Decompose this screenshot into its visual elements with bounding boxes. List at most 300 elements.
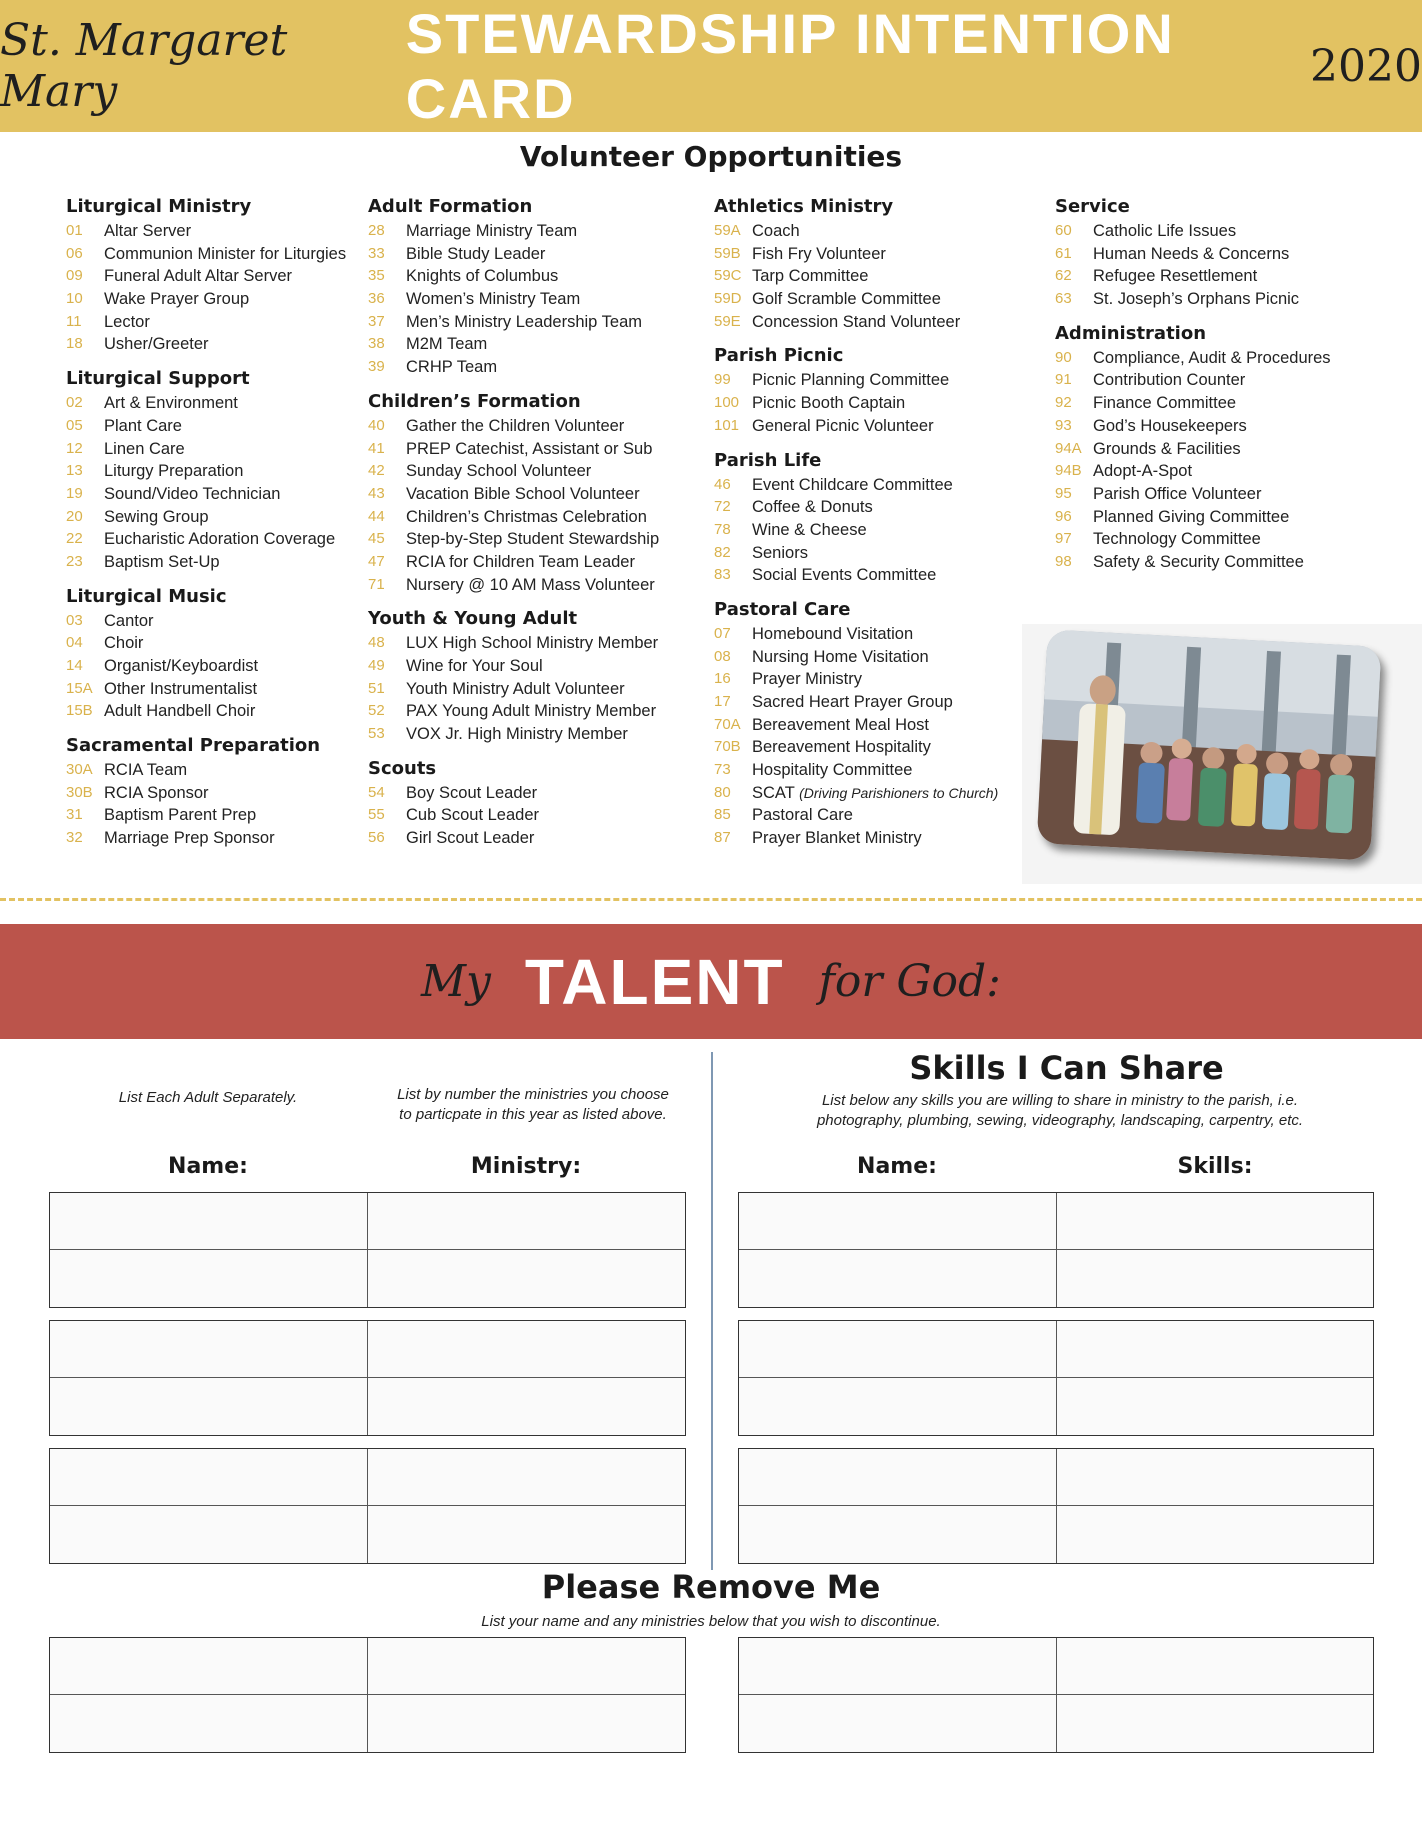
ministry-group	[1055, 321, 1331, 574]
ministry-item	[368, 243, 659, 266]
ministry-label-text: Organist/Keyboardist	[104, 657, 259, 675]
ministry-label	[406, 827, 534, 850]
ministry-number: 44	[368, 507, 385, 525]
ministry-header: Ministry:	[470, 1154, 582, 1179]
ministry-item	[368, 220, 659, 243]
ministry-label-text: Planned Giving Committee	[1093, 507, 1290, 526]
ministry-label	[406, 700, 656, 723]
skills-name-header: Name:	[857, 1154, 937, 1179]
parish-photo	[1037, 629, 1382, 860]
list-ministries-note	[368, 1085, 698, 1125]
ministry-number: 93	[1055, 416, 1072, 434]
ministry-number: 54	[368, 783, 385, 801]
ministry-note: (Driving Parishioners to Church)	[799, 784, 999, 801]
ministry-label	[1093, 265, 1257, 288]
table-row	[739, 1321, 1373, 1378]
ministry-number: 91	[1055, 371, 1072, 389]
ministry-label-text: Step-by-Step Student Stewardship	[406, 530, 660, 549]
ministry-cell[interactable]	[368, 1695, 685, 1752]
ministry-label-text: Social Events Committee	[752, 566, 937, 585]
table-row	[50, 1506, 685, 1563]
ministry-item	[714, 804, 998, 827]
ministry-label-text: Boy Scout Leader	[406, 783, 538, 802]
ministry-name-header: Name:	[168, 1154, 248, 1179]
ministry-item	[1055, 528, 1331, 551]
remove-table-left	[49, 1637, 686, 1753]
card-title: STEWARDSHIP INTENTION CARD	[405, 2, 1175, 130]
ministry-label	[104, 551, 220, 574]
ministry-label	[104, 265, 292, 288]
ministry-number: 45	[368, 530, 385, 548]
ministry-item	[368, 528, 659, 551]
ministry-item	[714, 714, 998, 737]
ministry-label-text: PAX Young Adult Ministry Member	[406, 702, 657, 721]
ministry-label-text: General Picnic Volunteer	[752, 416, 934, 435]
name-cell[interactable]	[739, 1321, 1057, 1377]
ministry-item	[714, 827, 998, 850]
ministry-label-text: Event Childcare Committee	[752, 475, 953, 494]
ministry-label-text: Compliance, Audit & Procedures	[1093, 348, 1331, 367]
ministry-item	[714, 265, 998, 288]
ministry-label	[1093, 288, 1299, 311]
ministry-number: 32	[66, 829, 83, 847]
ministry-label	[752, 691, 953, 714]
ministry-group-title: Liturgical Support	[66, 368, 250, 390]
ministry-label	[104, 655, 258, 678]
ministry-number: 05	[66, 416, 83, 434]
ministry-number: 07	[714, 624, 731, 642]
opportunity-column	[714, 194, 998, 860]
ministry-number: 30A	[66, 761, 93, 779]
ministry-label-text: CRHP Team	[406, 358, 498, 377]
ministry-label	[406, 311, 642, 334]
ministry-label	[406, 265, 558, 288]
ministry-label-text: Eucharistic Adoration Coverage	[104, 530, 336, 549]
ministry-label	[1093, 220, 1236, 243]
ministry-item	[1055, 220, 1331, 243]
ministry-number: 51	[368, 679, 385, 697]
ministry-label-text: Coach	[752, 222, 800, 240]
ministry-label	[104, 288, 249, 311]
ministry-cell[interactable]	[368, 1378, 685, 1435]
ministry-item	[714, 392, 998, 415]
ministry-item	[714, 782, 998, 805]
ministry-group	[66, 733, 346, 850]
ministry-label	[104, 243, 346, 266]
ministry-label-text: Linen Care	[104, 439, 185, 458]
ministry-cell[interactable]	[1057, 1638, 1374, 1694]
name-cell[interactable]	[739, 1638, 1057, 1694]
ministry-label	[406, 632, 658, 655]
ministry-number: 03	[66, 611, 83, 629]
ministry-number: 70B	[714, 738, 741, 756]
ministry-label	[752, 714, 929, 737]
ministry-number: 36	[368, 290, 385, 308]
ministry-cell[interactable]	[368, 1250, 685, 1307]
ministry-label	[406, 528, 659, 551]
ministry-number: 30B	[66, 783, 93, 801]
name-cell[interactable]	[739, 1250, 1057, 1307]
ministry-item	[714, 369, 998, 392]
skills-note-line2: photography, plumbing, sewing, videography, landscaping, carpentry, etc.	[816, 1112, 1304, 1129]
ministry-label	[104, 759, 187, 782]
ministry-label-text: Picnic Planning Committee	[752, 371, 950, 390]
remove-table-right	[738, 1637, 1374, 1753]
ministry-item	[66, 528, 346, 551]
ministry-item	[66, 827, 346, 850]
ministry-label-text: Prayer Blanket Ministry	[752, 829, 922, 848]
ministry-label	[1093, 483, 1261, 506]
ministry-item	[714, 691, 998, 714]
ministry-group-title: Liturgical Ministry	[66, 196, 252, 217]
ministry-label-text: Wake Prayer Group	[104, 290, 250, 309]
ministry-item	[368, 678, 659, 701]
ministry-label-text: Tarp Committee	[752, 267, 869, 286]
ministry-label	[406, 574, 655, 597]
card-header	[0, 0, 1422, 132]
ministry-group	[66, 584, 346, 723]
ministry-number: 56	[368, 829, 385, 847]
ministry-number: 28	[368, 222, 385, 239]
parish-name: St. Margaret Mary	[0, 15, 288, 117]
ministry-label	[406, 220, 577, 243]
ministry-label-text: Vacation Bible School Volunteer	[406, 484, 640, 503]
ministry-item	[714, 646, 998, 669]
ministry-label	[1093, 438, 1241, 461]
section-divider	[711, 1052, 713, 1570]
ministry-label	[752, 564, 936, 587]
ministry-item	[1055, 415, 1331, 438]
ministry-label	[752, 392, 905, 415]
ministry-number: 46	[714, 475, 731, 493]
ministry-cell[interactable]	[368, 1638, 685, 1694]
ministry-group	[66, 366, 346, 574]
skills-table-1	[738, 1192, 1374, 1308]
ministry-item	[368, 506, 659, 529]
list-adults-note: List Each Adult Separately.	[118, 1089, 298, 1106]
opportunity-column	[66, 194, 346, 860]
ministry-item	[368, 700, 659, 723]
ministry-item	[368, 827, 659, 850]
ministry-label	[104, 804, 256, 827]
name-cell[interactable]	[50, 1321, 368, 1377]
ministry-group	[368, 756, 659, 850]
skills-cell[interactable]	[1057, 1449, 1374, 1505]
ministry-item	[66, 610, 346, 633]
ministry-number: 04	[66, 634, 83, 652]
ministry-label-text: Altar Server	[104, 222, 192, 240]
ministry-item	[66, 220, 346, 243]
ministry-label	[1093, 243, 1289, 266]
ministry-cell[interactable]	[368, 1193, 685, 1249]
table-row	[50, 1638, 685, 1695]
ministry-label	[104, 678, 257, 701]
ministry-label-text: Human Needs & Concerns	[1093, 244, 1290, 263]
opportunity-column	[1055, 194, 1331, 584]
ministry-item	[1055, 438, 1331, 461]
ministry-number: 22	[66, 530, 83, 548]
ministry-number: 15B	[66, 702, 93, 720]
ministry-item	[1055, 347, 1331, 370]
ministry-label-text: Refugee Resettlement	[1093, 267, 1258, 286]
ministry-label-text: Adopt-A-Spot	[1093, 462, 1193, 481]
ministry-group	[368, 194, 659, 379]
name-cell[interactable]	[50, 1250, 368, 1307]
ministry-label-text: LUX High School Ministry Member	[406, 634, 659, 653]
ministry-number: 31	[66, 806, 83, 824]
table-row	[739, 1378, 1373, 1435]
name-cell[interactable]	[739, 1449, 1057, 1505]
ministry-label	[104, 483, 280, 506]
skills-cell[interactable]	[1057, 1321, 1374, 1377]
name-cell[interactable]	[739, 1193, 1057, 1249]
ministry-label-text: Girl Scout Leader	[406, 829, 535, 848]
ministry-item	[368, 460, 659, 483]
ministry-table-3	[49, 1448, 686, 1564]
remove-me-title: Please Remove Me	[541, 1568, 881, 1606]
ministry-item	[714, 736, 998, 759]
skills-cell[interactable]	[1057, 1506, 1374, 1563]
ministry-number: 98	[1055, 552, 1072, 570]
ministry-label-text: Liturgy Preparation	[104, 462, 244, 481]
ministry-label	[406, 288, 580, 311]
ministry-label	[104, 782, 209, 805]
ministry-number: 01	[66, 222, 83, 239]
volunteer-opportunities-title: Volunteer Opportunities	[519, 140, 903, 173]
ministry-label-text: Coffee & Donuts	[752, 498, 873, 517]
ministry-group-title: Athletics Ministry	[714, 196, 894, 217]
ministry-label-text: Men’s Ministry Leadership Team	[406, 312, 642, 331]
ministry-label-text: Safety & Security Committee	[1093, 552, 1304, 571]
ministry-label	[104, 415, 182, 438]
ministry-number: 02	[66, 394, 83, 412]
ministry-cell[interactable]	[368, 1506, 685, 1563]
ministry-number: 59D	[714, 290, 742, 308]
ministry-number: 08	[714, 647, 731, 665]
ministry-number: 63	[1055, 290, 1072, 308]
skills-cell[interactable]	[1057, 1250, 1374, 1307]
ministry-number: 52	[368, 702, 385, 720]
name-cell[interactable]	[739, 1506, 1057, 1563]
table-row	[50, 1378, 685, 1435]
ministry-label	[406, 243, 545, 266]
ministry-cell[interactable]	[368, 1321, 685, 1377]
ministry-item	[66, 655, 346, 678]
table-row	[50, 1250, 685, 1307]
ministry-item	[368, 311, 659, 334]
ministry-item	[368, 655, 659, 678]
ministry-item	[368, 265, 659, 288]
ministry-item	[368, 288, 659, 311]
ministry-label	[406, 356, 497, 379]
ministry-label	[752, 220, 800, 243]
ministry-label	[406, 551, 635, 574]
ministry-group-title: Administration	[1055, 322, 1207, 344]
ministry-group	[1055, 194, 1331, 311]
ministry-group-title: Pastoral Care	[714, 598, 851, 620]
ministry-label-text: Sunday School Volunteer	[406, 462, 592, 481]
ministry-item	[714, 564, 998, 587]
ministry-group-title: Parish Picnic	[714, 345, 844, 367]
ministry-item	[66, 392, 346, 415]
ministry-label	[406, 782, 537, 805]
ministry-label	[752, 519, 867, 542]
ministry-item	[714, 415, 998, 438]
ministry-number: 55	[368, 806, 385, 824]
ministry-number: 10	[66, 290, 83, 308]
ministry-label	[752, 736, 931, 759]
skills-note	[740, 1091, 1380, 1131]
name-cell[interactable]	[50, 1449, 368, 1505]
ministry-label-text: Parish Office Volunteer	[1093, 484, 1262, 503]
ministry-label	[104, 392, 238, 415]
table-row	[739, 1449, 1373, 1506]
ministry-number: 94A	[1055, 439, 1082, 457]
ministry-label	[752, 265, 868, 288]
ministry-number: 59A	[714, 222, 741, 239]
ministry-item	[368, 356, 659, 379]
ministry-number: 59E	[714, 312, 741, 330]
ministry-label-text: VOX Jr. High Ministry Member	[406, 725, 628, 744]
ministry-item	[66, 333, 346, 356]
ministry-number: 14	[66, 657, 83, 674]
ministry-number: 96	[1055, 507, 1072, 525]
ministry-item	[714, 474, 998, 497]
ministry-number: 43	[368, 484, 385, 502]
ministry-number: 95	[1055, 484, 1072, 502]
name-cell[interactable]	[50, 1378, 368, 1435]
table-row	[50, 1449, 685, 1506]
remove-me-note: List your name and any ministries below that you wish to discontinue.	[481, 1613, 941, 1630]
ministry-item	[714, 311, 998, 334]
ministry-item	[66, 243, 346, 266]
ministry-label-text: PREP Catechist, Assistant or Sub	[406, 439, 653, 458]
ministry-label-text: Bereavement Meal Host	[752, 715, 929, 734]
ministry-item	[368, 483, 659, 506]
table-row	[739, 1695, 1373, 1752]
ministry-number: 87	[714, 829, 731, 847]
ministry-label	[406, 483, 640, 506]
ministry-number: 39	[368, 358, 385, 376]
ministry-label	[752, 474, 953, 497]
ministry-label	[752, 496, 873, 519]
ministry-cell[interactable]	[368, 1449, 685, 1505]
name-cell[interactable]	[50, 1695, 368, 1752]
name-cell[interactable]	[50, 1638, 368, 1694]
ministry-label-text: Women’s Ministry Team	[406, 290, 581, 309]
ministry-group	[714, 448, 998, 587]
ministry-table-1	[49, 1192, 686, 1308]
ministry-group	[368, 606, 659, 745]
ministry-number: 09	[66, 267, 83, 285]
list-ministries-note-line2: to particpate in this year as listed above.	[399, 1106, 667, 1123]
ministry-label-text: Marriage Prep Sponsor	[104, 829, 275, 848]
ministry-label-text: Hospitality Committee	[752, 761, 913, 780]
ministry-number: 73	[714, 761, 731, 779]
ministry-number: 38	[368, 335, 385, 353]
name-cell[interactable]	[739, 1378, 1057, 1435]
ministry-item	[714, 519, 998, 542]
ministry-label	[1093, 369, 1245, 392]
ministry-label	[104, 460, 243, 483]
parish-photo-frame	[1022, 624, 1422, 884]
ministry-label-text: Youth Ministry Adult Volunteer	[406, 679, 625, 698]
ministry-label-text: Fish Fry Volunteer	[752, 244, 886, 263]
ministry-label-text: Technology Committee	[1093, 530, 1261, 549]
ministry-item	[1055, 243, 1331, 266]
table-row	[50, 1695, 685, 1752]
ministry-item	[66, 288, 346, 311]
photo-illustration	[1037, 629, 1382, 860]
ministry-item	[66, 460, 346, 483]
ministry-item	[714, 243, 998, 266]
name-cell[interactable]	[739, 1695, 1057, 1752]
ministry-number: 18	[66, 335, 83, 353]
ministry-label	[104, 610, 154, 633]
ministry-cell[interactable]	[1057, 1695, 1374, 1752]
ministry-item	[1055, 369, 1331, 392]
ministry-table-2	[49, 1320, 686, 1436]
ministry-number: 100	[714, 394, 740, 412]
table-row	[739, 1250, 1373, 1307]
ministry-group-title: Children’s Formation	[368, 390, 581, 412]
ministry-number: 37	[368, 312, 385, 330]
ministry-group	[66, 194, 346, 356]
ministry-item	[368, 782, 659, 805]
ministry-label-text: Homebound Visitation	[752, 624, 914, 643]
ministry-label	[104, 333, 209, 356]
ministry-label-text: Gather the Children Volunteer	[406, 416, 625, 435]
ministry-item	[1055, 483, 1331, 506]
ministry-label	[406, 678, 625, 701]
ministry-label	[1093, 551, 1304, 574]
ministry-item	[368, 574, 659, 597]
list-ministries-note-line1: List by number the ministries you choose	[397, 1086, 669, 1103]
ministry-label-text: Grounds & Facilities	[1093, 439, 1241, 458]
table-row	[739, 1193, 1373, 1250]
ministry-group-title: Youth & Young Adult	[368, 608, 578, 630]
name-cell[interactable]	[50, 1193, 368, 1249]
ministry-label	[104, 632, 143, 655]
ministry-item	[714, 220, 998, 243]
ministry-item	[66, 759, 346, 782]
ministry-label-text: Cantor	[104, 611, 154, 630]
ministry-label-text: Wine & Cheese	[752, 520, 867, 539]
skills-cell[interactable]	[1057, 1193, 1374, 1249]
skills-cell[interactable]	[1057, 1378, 1374, 1435]
skills-table-3	[738, 1448, 1374, 1564]
ministry-item	[714, 542, 998, 565]
ministry-label-text: Prayer Ministry	[752, 670, 863, 689]
ministry-label-text: Concession Stand Volunteer	[752, 312, 961, 331]
ministry-item	[1055, 551, 1331, 574]
ministry-label	[406, 438, 652, 461]
ministry-label	[752, 243, 886, 266]
ministry-label	[752, 542, 808, 565]
ministry-number: 47	[368, 552, 385, 570]
ministry-number: 83	[714, 566, 731, 584]
ministry-label	[104, 528, 335, 551]
name-cell[interactable]	[50, 1506, 368, 1563]
ministry-number: 78	[714, 520, 731, 538]
ministry-number: 33	[368, 244, 385, 262]
ministry-item	[368, 438, 659, 461]
ministry-label	[752, 782, 998, 805]
ministry-label-text: Cub Scout Leader	[406, 806, 540, 825]
ministry-number: 23	[66, 552, 83, 570]
ministry-label	[104, 311, 150, 334]
ministry-item	[66, 804, 346, 827]
